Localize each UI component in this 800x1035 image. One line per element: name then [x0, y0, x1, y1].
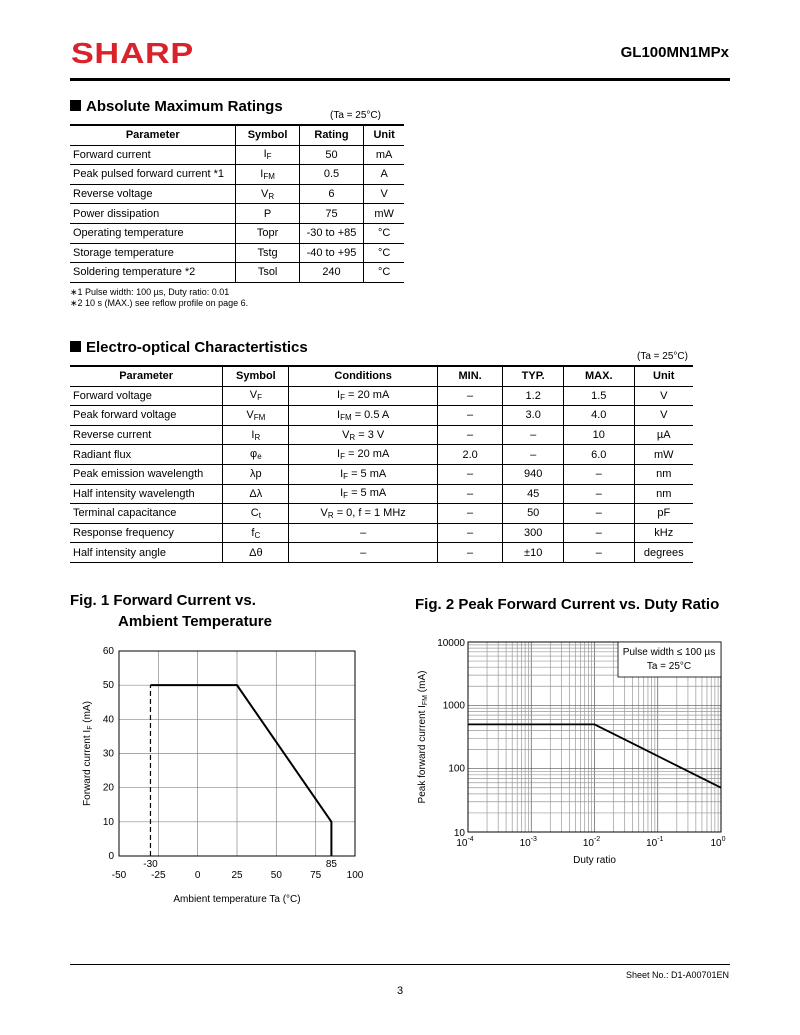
- fig1-ytick: 60: [102, 646, 114, 657]
- fig2-legend-line2: Ta = 25°C: [646, 661, 692, 672]
- fig2-xtick-base: 10: [456, 838, 468, 849]
- amr-rating: -30 to +85: [299, 223, 364, 243]
- symbol-subscript: R: [254, 432, 261, 442]
- cond-value: = 0.5 A: [351, 408, 390, 421]
- eoc-param: Radiant flux: [70, 445, 223, 465]
- eoc-param: Terminal capacitance: [70, 504, 223, 524]
- eoc-col-header: Symbol: [223, 366, 289, 386]
- eoc-row: [70, 445, 693, 465]
- symbol: Topr: [256, 227, 279, 240]
- eoc-col-header: TYP.: [503, 366, 564, 386]
- eoc-unit: degrees: [634, 543, 693, 563]
- fig2-xtick: [520, 836, 537, 849]
- footer-rule: [70, 964, 730, 965]
- cond-sub: F: [343, 471, 349, 481]
- eoc-symbol: [223, 464, 289, 484]
- cond-value: = 3 V: [355, 428, 385, 441]
- eoc-unit: nm: [634, 484, 693, 504]
- fig1-ylabel-sub: F: [87, 725, 94, 730]
- cond-var: –: [360, 546, 367, 559]
- cond-value: = 0, f = 1 MHz: [333, 506, 406, 519]
- amr-row: [70, 184, 404, 204]
- amr-col-header: Symbol: [236, 125, 299, 145]
- cond-var: I: [340, 487, 344, 500]
- amr-param: Soldering temperature *2: [70, 263, 236, 283]
- eoc-col-header: Parameter: [70, 366, 223, 386]
- cond-sub: F: [340, 452, 345, 462]
- eoc-row: [70, 504, 693, 524]
- cond-var: I: [337, 448, 341, 461]
- eoc-param: Half intensity angle: [70, 543, 223, 563]
- cond-value: = 20 mA: [344, 389, 390, 402]
- eoc-max: –: [564, 523, 634, 543]
- fig2-ylabel-unit: (mA): [417, 670, 428, 695]
- symbol: I: [263, 148, 267, 161]
- eoc-symbol: [223, 523, 289, 543]
- eoc-symbol: [223, 425, 289, 445]
- amr-param: Storage temperature: [70, 243, 236, 263]
- eoc-max: 6.0: [564, 445, 634, 465]
- eoc-min: –: [437, 425, 502, 445]
- amr-rating: 6: [299, 184, 364, 204]
- amr-unit: mW: [364, 204, 404, 224]
- fig2-xtick-exp: -1: [657, 836, 664, 843]
- eoc-conditions: [289, 523, 437, 543]
- fig1-xtick: 25: [231, 870, 243, 881]
- eoc-row: [70, 425, 693, 445]
- square-bullet-icon: [70, 100, 81, 111]
- amr-param: Operating temperature: [70, 223, 236, 243]
- eoc-max: –: [564, 543, 634, 563]
- symbol: φ: [250, 448, 258, 461]
- eoc-param: Peak forward voltage: [70, 406, 223, 426]
- symbol-subscript: FM: [253, 412, 266, 422]
- cond-var: V: [320, 506, 328, 519]
- symbol-subscript: F: [257, 393, 262, 403]
- eoc-max: 4.0: [564, 406, 634, 426]
- amr-unit: A: [364, 165, 404, 185]
- eoc-typ: 940: [503, 464, 564, 484]
- fig1-xtick: -50: [111, 870, 127, 881]
- cond-var: I: [337, 389, 341, 402]
- eoc-row: [70, 523, 693, 543]
- fig1-ylabel-text: Forward current I: [82, 729, 93, 806]
- cond-sub: R: [327, 510, 334, 520]
- cond-value: = 5 mA: [348, 467, 387, 480]
- amr-row: [70, 145, 404, 165]
- symbol-subscript: C: [254, 530, 261, 540]
- symbol: λp: [250, 468, 262, 481]
- amr-title: Absolute Maximum Ratings: [70, 98, 283, 115]
- eoc-typ: 300: [503, 523, 564, 543]
- eoc-symbol: [223, 484, 289, 504]
- fig1-xlabel: Ambient temperature Ta (°C): [173, 894, 301, 905]
- fig2-ylabel-text: Peak forward current I: [417, 705, 428, 804]
- symbol: I: [251, 428, 255, 441]
- eoc-table: [70, 365, 693, 563]
- fig1-annotation-right: 85: [325, 859, 337, 870]
- amr-symbol: [236, 263, 299, 283]
- eoc-conditions: [289, 445, 437, 465]
- eoc-param: Half intensity wavelength: [70, 484, 223, 504]
- eoc-unit: nm: [634, 464, 693, 484]
- amr-col-header: Unit: [364, 125, 404, 145]
- amr-param: Reverse voltage: [70, 184, 236, 204]
- amr-unit: °C: [364, 223, 404, 243]
- amr-row: [70, 223, 404, 243]
- eoc-min: –: [437, 386, 502, 406]
- eoc-max: 10: [564, 425, 634, 445]
- amr-symbol: [236, 204, 299, 224]
- fig2-title: Fig. 2 Peak Forward Current vs. Duty Ratio: [415, 596, 720, 613]
- eoc-param: Reverse current: [70, 425, 223, 445]
- amr-header-row: [70, 125, 404, 145]
- symbol: V: [246, 408, 254, 421]
- eoc-min: –: [437, 523, 502, 543]
- eoc-symbol: [223, 504, 289, 524]
- eoc-col-header: MIN.: [437, 366, 502, 386]
- sharp-logo: SHARP: [71, 38, 194, 70]
- fig2-xtick: [456, 836, 473, 849]
- eoc-param: Peak emission wavelength: [70, 464, 223, 484]
- fig2-xtick-base: 10: [582, 838, 594, 849]
- fig1-xtick: 50: [270, 870, 282, 881]
- square-bullet-icon: [70, 341, 81, 352]
- symbol: V: [249, 389, 258, 402]
- fig1-ytick: 10: [102, 816, 114, 828]
- eoc-conditions: [289, 425, 437, 445]
- symbol-subscript: t: [258, 510, 261, 520]
- amr-param: Power dissipation: [70, 204, 236, 224]
- fig2-ytick: 1000: [442, 700, 465, 712]
- eoc-unit: V: [634, 406, 693, 426]
- cond-value: = 20 mA: [344, 448, 390, 461]
- fig2-xtick-base: 10: [710, 838, 722, 849]
- eoc-col-header: MAX.: [564, 366, 634, 386]
- symbol: I: [260, 167, 264, 180]
- amr-row: [70, 204, 404, 224]
- eoc-header-row: [70, 366, 693, 386]
- eoc-min: –: [437, 504, 502, 524]
- fig2-xtick-exp: 0: [721, 836, 726, 843]
- eoc-title: Electro-optical Charactertistics: [70, 339, 308, 356]
- eoc-max: –: [564, 464, 634, 484]
- eoc-max: –: [564, 504, 634, 524]
- fig1-series-line: [150, 685, 331, 856]
- amr-unit: mA: [364, 145, 404, 165]
- eoc-row: [70, 386, 693, 406]
- amr-note-1: ∗1 Pulse width: 100 µs, Duty ratio: 0.01: [70, 287, 230, 297]
- fig2-xtick-exp: -2: [593, 836, 601, 843]
- symbol: P: [263, 207, 272, 220]
- eoc-typ: ±10: [503, 543, 564, 563]
- eoc-conditions: [289, 543, 437, 563]
- fig1-ytick: 20: [102, 782, 114, 794]
- fig1-title-line1: Fig. 1 Forward Current vs.: [70, 592, 256, 609]
- fig2-legend-line1: Pulse width ≤ 100 µs: [622, 647, 716, 658]
- amr-param: Peak pulsed forward current *1: [70, 165, 236, 185]
- eoc-row: [70, 543, 693, 563]
- amr-symbol: [236, 184, 299, 204]
- page-number: 3: [396, 985, 404, 997]
- eoc-min: –: [437, 543, 502, 563]
- symbol: Tstg: [257, 246, 278, 259]
- fig1-xtick: 100: [346, 870, 364, 881]
- symbol: Δθ: [249, 546, 263, 559]
- eoc-unit: kHz: [634, 523, 693, 543]
- fig2-ylabel-sub: FM: [422, 694, 429, 706]
- cond-sub: F: [340, 393, 345, 403]
- eoc-min: 2.0: [437, 445, 502, 465]
- fig2-ylabel: [417, 671, 429, 804]
- eoc-unit: V: [634, 386, 693, 406]
- fig1-xtick: 0: [194, 870, 201, 881]
- fig2-xtick: [583, 836, 600, 849]
- cond-sub: R: [349, 432, 356, 442]
- eoc-max: 1.5: [564, 386, 634, 406]
- amr-rating: -40 to +95: [299, 243, 364, 263]
- eoc-unit: pF: [634, 504, 693, 524]
- fig2-xtick-exp: -4: [467, 836, 474, 843]
- eoc-typ: 45: [503, 484, 564, 504]
- sheet-number: Sheet No.: D1-A00701EN: [625, 970, 729, 980]
- cond-sub: FM: [340, 412, 352, 422]
- eoc-param: Forward voltage: [70, 386, 223, 406]
- amr-rating: 75: [299, 204, 364, 224]
- amr-unit: °C: [364, 243, 404, 263]
- eoc-conditions: [289, 406, 437, 426]
- cond-sub: F: [343, 491, 349, 501]
- amr-rating: 240: [299, 263, 364, 283]
- eoc-symbol: [223, 445, 289, 465]
- eoc-conditions: [289, 386, 437, 406]
- fig2-xtick: [710, 836, 725, 849]
- eoc-unit: mW: [634, 445, 693, 465]
- amr-unit: V: [364, 184, 404, 204]
- eoc-symbol: [223, 543, 289, 563]
- symbol-subscript: F: [266, 152, 272, 162]
- fig2-xtick-exp: -3: [530, 836, 537, 843]
- cond-var: I: [340, 467, 344, 480]
- eoc-symbol: [223, 406, 289, 426]
- amr-unit: °C: [364, 263, 404, 283]
- eoc-typ: –: [503, 445, 564, 465]
- cond-var: I: [337, 408, 341, 421]
- fig1-ylabel: [82, 701, 94, 806]
- eoc-typ: 50: [503, 504, 564, 524]
- amr-row: [70, 243, 404, 263]
- fig1-chart: [70, 640, 390, 910]
- eoc-conditions: [289, 504, 437, 524]
- amr-row: [70, 165, 404, 185]
- eoc-row: [70, 406, 693, 426]
- fig1-title-line2: Ambient Temperature: [118, 613, 272, 630]
- symbol-subscript: R: [268, 191, 275, 201]
- amr-symbol: [236, 223, 299, 243]
- amr-param: Forward current: [70, 145, 236, 165]
- eoc-unit: µA: [634, 425, 693, 445]
- fig1-ytick: 50: [102, 680, 114, 692]
- eoc-conditions: [289, 464, 437, 484]
- eoc-min: –: [437, 464, 502, 484]
- amr-col-header: Rating: [299, 125, 364, 145]
- eoc-row: [70, 484, 693, 504]
- amr-table: [70, 124, 404, 283]
- fig1-ytick: 40: [102, 714, 114, 726]
- amr-note-2: ∗2 10 s (MAX.) see reflow profile on page 6.: [70, 298, 249, 308]
- fig2-xlabel: Duty ratio: [573, 855, 616, 866]
- fig1-ytick: 30: [102, 748, 114, 760]
- symbol: Δλ: [249, 487, 263, 500]
- fig1-xtick: 75: [310, 870, 322, 881]
- symbol: V: [261, 187, 269, 200]
- fig2-ytick: 100: [448, 763, 465, 775]
- symbol-subscript: FM: [263, 171, 275, 181]
- eoc-typ: 1.2: [503, 386, 564, 406]
- fig2-ytick: 10: [453, 828, 465, 839]
- eoc-max: –: [564, 484, 634, 504]
- amr-symbol: [236, 243, 299, 263]
- eoc-col-header: Unit: [634, 366, 693, 386]
- eoc-conditions: [289, 484, 437, 504]
- eoc-min: –: [437, 484, 502, 504]
- amr-col-header: Parameter: [70, 125, 236, 145]
- fig2-ytick: 10000: [437, 638, 465, 649]
- fig1-xtick: -25: [151, 870, 166, 881]
- amr-symbol: [236, 165, 299, 185]
- amr-ta: (Ta = 25°C): [330, 110, 381, 121]
- model-number: GL100MN1MPx: [620, 44, 729, 61]
- symbol: Tsol: [257, 266, 278, 279]
- fig1-ytick: 0: [108, 851, 114, 862]
- amr-symbol: [236, 145, 299, 165]
- eoc-ta: (Ta = 25°C): [637, 351, 688, 362]
- symbol-subscript: e: [257, 452, 262, 462]
- eoc-col-header: Conditions: [289, 366, 437, 386]
- header-rule: [70, 78, 730, 81]
- fig2-chart: [410, 630, 740, 870]
- cond-var: –: [360, 527, 367, 540]
- cond-value: = 5 mA: [348, 487, 387, 500]
- symbol: C: [250, 506, 259, 519]
- fig2-xtick-base: 10: [519, 838, 531, 849]
- fig1-ylabel-unit: (mA): [82, 701, 93, 726]
- symbol: f: [251, 526, 255, 539]
- fig2-xtick-base: 10: [646, 838, 658, 849]
- eoc-typ: 3.0: [503, 406, 564, 426]
- eoc-min: –: [437, 406, 502, 426]
- amr-rating: 50: [299, 145, 364, 165]
- fig2-xtick: [646, 836, 663, 849]
- fig1-annotation-left: -30: [143, 859, 158, 870]
- amr-row: [70, 263, 404, 283]
- eoc-param: Response frequency: [70, 523, 223, 543]
- eoc-typ: –: [503, 425, 564, 445]
- cond-var: V: [342, 428, 350, 441]
- eoc-row: [70, 464, 693, 484]
- eoc-symbol: [223, 386, 289, 406]
- amr-rating: 0.5: [299, 165, 364, 185]
